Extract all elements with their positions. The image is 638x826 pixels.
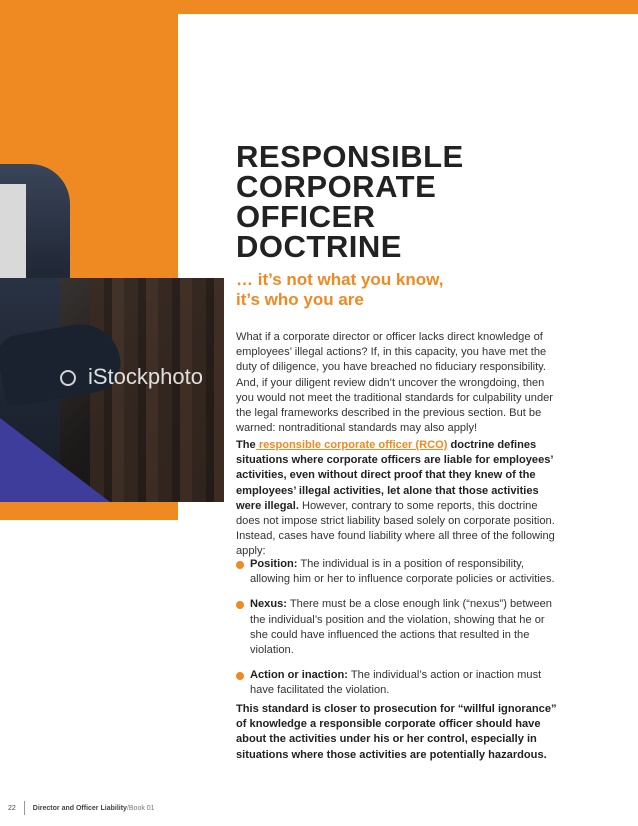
- rco-paragraph: [236, 438, 558, 560]
- rco-definition: doctrine defines situations where corporate officers are liable for employees’ activities, even without direct proof that they knew of the employees’ illegal activities, let alone that those activities were illegal.: [236, 439, 553, 512]
- book-label: Book 01: [128, 804, 155, 812]
- footer-divider: [24, 801, 25, 815]
- footer-slash: /: [126, 804, 129, 812]
- publication-title: Director and Officer Liability: [32, 804, 127, 812]
- bullet-term: Position:: [250, 558, 298, 570]
- criteria-list: [236, 557, 556, 709]
- subtitle: [236, 270, 536, 310]
- rco-lead: The: [236, 439, 256, 451]
- bookshelf: [90, 278, 224, 502]
- page-number: 22: [8, 804, 16, 812]
- shirt-lapel: [0, 184, 26, 284]
- closing-paragraph: This standard is closer to prosecution for “willful ignorance” of knowledge a responsible corporate officer should have about the activities under his or her control, especially in situations where those activities are potentially hazardous.: [236, 703, 557, 761]
- rco-link[interactable]: responsible corporate officer (RCO): [255, 439, 448, 451]
- bullet-dot-icon: [236, 561, 244, 569]
- watermark-text: iStockphoto: [88, 364, 203, 389]
- list-item: [236, 597, 556, 658]
- blue-triangle-decoration: [0, 418, 110, 502]
- photo-businessman-top: [0, 14, 178, 278]
- rco-explanation: However, contrary to some reports, this doctrine does not impose strict liability based solely on corporate position. Instead, cases have found liability where all three of the following apply:: [236, 499, 555, 558]
- bullet-term: Nexus:: [250, 598, 287, 611]
- bullet-dot-icon: [236, 672, 244, 680]
- list-item: [236, 557, 556, 587]
- page-footer: [8, 801, 155, 815]
- watermark-icon: [60, 370, 76, 386]
- bullet-text: There must be a close enough link (“nexus”) between the individual’s position and the violation, showing that he or she could have influenced the actions that resulted in the violation.: [250, 598, 552, 657]
- page-title: RESPONSIBLE CORPORATE OFFICER DOCTRINE: [236, 139, 464, 264]
- subtitle-line-2: it’s who you are: [236, 290, 364, 309]
- bullet-text: The individual’s action or inaction must have facilitated the violation.: [250, 669, 542, 697]
- bullet-dot-icon: [236, 601, 244, 609]
- subtitle-line-1: … it’s not what you know,: [236, 270, 444, 289]
- intro-paragraph: What if a corporate director or officer lacks direct knowledge of employees’ illegal actions? If, in this capacity, you have met the duty of diligence, you have breached no fiduciary responsibility. And, if your diligent review didn’t uncover the wrongdoing, then you would not meet the traditional standards for culpability under the legal frameworks described in the previous section. But be warned: nontraditional standards may also apply!: [236, 331, 553, 435]
- stock-photo: [0, 278, 224, 502]
- list-item: [236, 668, 556, 698]
- bullet-text: The individual is in a position of responsibility, allowing him or her to influence corporate policies or activities.: [250, 558, 555, 586]
- bullet-term: Action or inaction:: [250, 669, 348, 682]
